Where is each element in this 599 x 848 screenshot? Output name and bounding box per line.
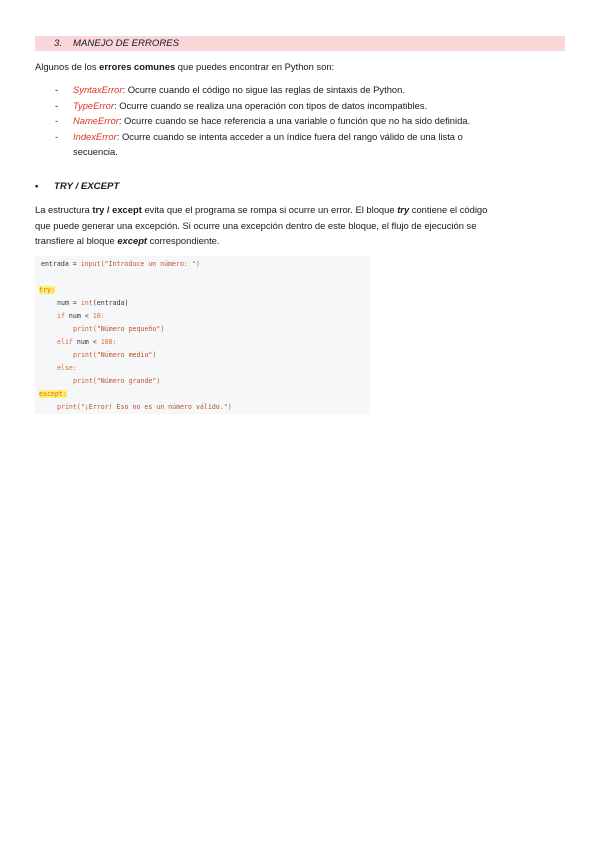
- try-except-paragraph: [35, 202, 560, 249]
- text: transfiere al bloque: [35, 235, 118, 246]
- text: contiene el código: [409, 204, 488, 215]
- section-number: 3.: [54, 38, 63, 49]
- text-bold-italic: except: [117, 235, 148, 246]
- text-bold-italic: try: [397, 204, 410, 215]
- code-line: if num < 10:: [57, 312, 105, 320]
- code-line: print("Número grande"): [73, 377, 161, 385]
- intro-bold: errores comunes: [99, 61, 176, 72]
- error-desc-cont: secuencia.: [73, 146, 118, 157]
- code-line: print("¡Error! Eso no es un número válido."): [57, 403, 232, 411]
- error-desc: : Ocurre cuando se hace referencia a una variable o función que no ha sido definida.: [118, 115, 471, 126]
- error-name: NameError: [73, 115, 119, 126]
- text: La estructura: [35, 204, 93, 215]
- bullet-icon: •: [35, 181, 39, 192]
- text-bold: try / except: [92, 204, 142, 215]
- list-item: [35, 113, 565, 129]
- list-item: [35, 98, 565, 114]
- error-desc: : Ocurre cuando se intenta acceder a un índice fuera del rango válido de una lista o: [116, 130, 463, 142]
- code-block: [35, 256, 370, 414]
- code-line: try:: [39, 286, 55, 294]
- list-dash: -: [55, 99, 59, 111]
- paragraph-line: que puede generar una excepción. Si ocurre una excepción dentro de este bloque, el flujo de ejecución se: [35, 219, 477, 231]
- intro-text: Algunos de los: [35, 61, 100, 72]
- error-desc: : Ocurre cuando el código no sigue las reglas de sintaxis de Python.: [122, 84, 405, 95]
- list-item: [35, 82, 565, 98]
- list-item: [35, 129, 565, 160]
- intro-text-end: que puedes encontrar en Python son:: [175, 61, 335, 72]
- text: correspondiente.: [147, 235, 220, 246]
- paragraph-line: [35, 233, 560, 249]
- error-list: [35, 82, 565, 160]
- list-dash: -: [55, 115, 59, 126]
- code-line: else:: [57, 364, 77, 372]
- code-line: entrada = input("Introduce un número: "): [41, 260, 200, 268]
- code-line: num = int(entrada): [57, 299, 129, 307]
- code-line: except:: [39, 390, 67, 398]
- code-line: print("Número medio"): [73, 351, 157, 359]
- paragraph-line: [35, 202, 560, 218]
- list-dash: -: [55, 130, 59, 142]
- list-dash: -: [55, 84, 59, 95]
- section-heading: [35, 36, 565, 51]
- section-title: MANEJO DE ERRORES: [73, 38, 180, 49]
- error-name: IndexError: [73, 130, 117, 142]
- code-line: print("Número pequeño"): [73, 325, 165, 333]
- error-name: TypeError: [73, 99, 114, 111]
- intro-paragraph: [35, 59, 334, 74]
- error-desc: : Ocurre cuando se realiza una operación con tipos de datos incompatibles.: [113, 99, 428, 111]
- text: evita que el programa se rompa si ocurre un error. El bloque: [141, 204, 398, 215]
- error-name: SyntaxError: [73, 84, 123, 95]
- code-line: elif num < 100:: [57, 338, 117, 346]
- bullet-label: TRY / EXCEPT: [54, 181, 120, 192]
